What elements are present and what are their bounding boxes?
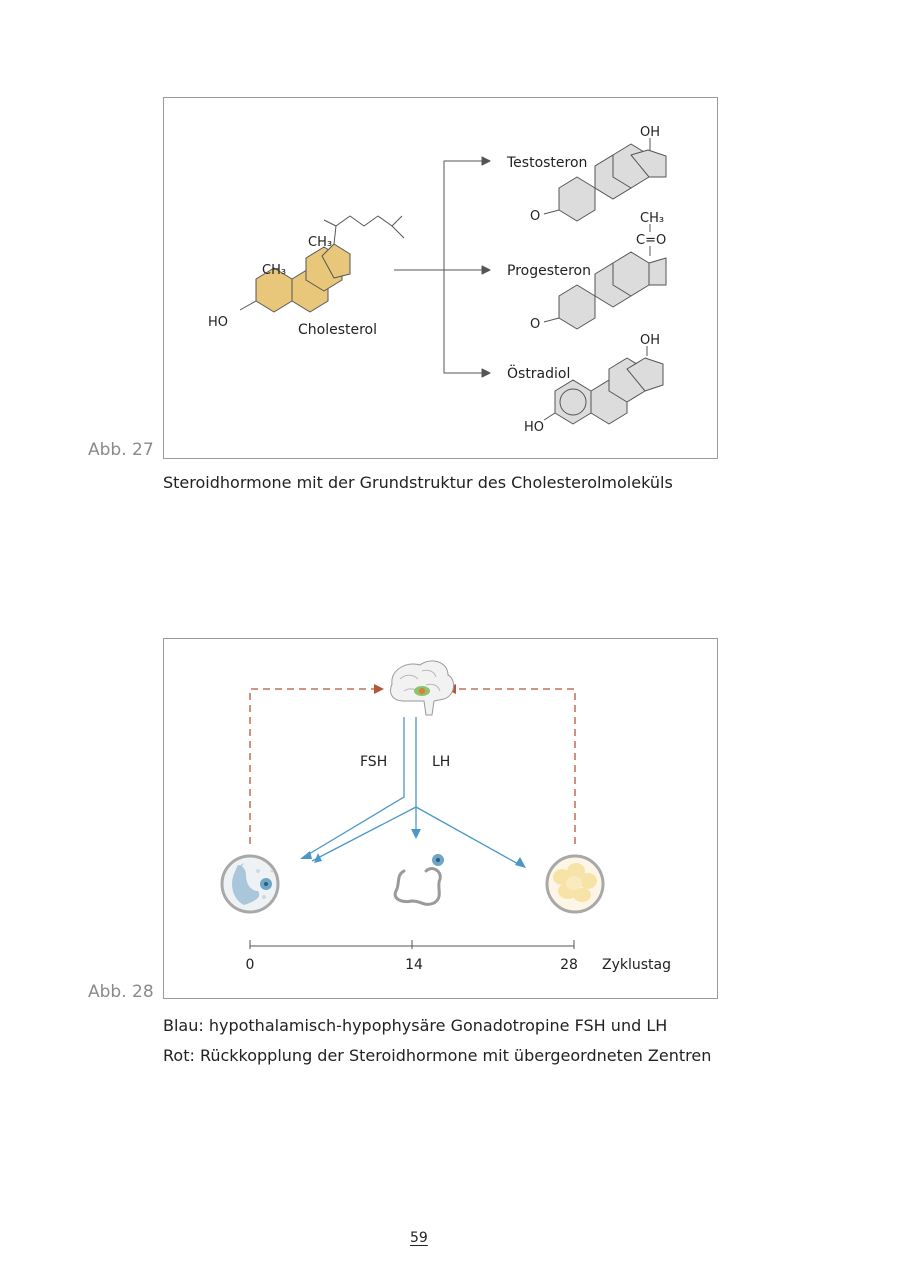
ovulation-icon	[395, 854, 444, 904]
lh-branch-right	[416, 807, 520, 865]
cholesterol-ch3-b: CH₃	[308, 235, 333, 250]
follicle-icon	[222, 856, 278, 912]
cholesterol-ch3-a: CH₃	[262, 263, 287, 278]
cycle-diagram	[164, 639, 717, 998]
progesteron-ch3: CH₃	[640, 211, 665, 226]
lh-branch-left	[312, 807, 416, 861]
steroid-diagram	[164, 98, 717, 458]
progesteron-label: Progesteron	[507, 263, 591, 279]
feedback-left-line	[250, 689, 376, 844]
testosteron-o: O	[530, 209, 541, 224]
page-number: 59	[410, 1230, 428, 1246]
progesteron-co: C=O	[636, 233, 667, 248]
cholesterol-label: Cholesterol	[298, 322, 378, 338]
testosteron-label: Testosteron	[507, 155, 588, 171]
figure-27-label: Abb. 27	[88, 440, 154, 460]
figure-28-caption-line2: Rot: Rückkopplung der Steroidhormone mit übergeordneten Zentren	[163, 1046, 712, 1065]
oestradiol-label: Östradiol	[507, 366, 571, 382]
tick-14: 14	[405, 957, 423, 973]
brain-icon	[391, 661, 454, 715]
fsh-label: FSH	[360, 754, 388, 770]
figure-27-caption: Steroidhormone mit der Grundstruktur des Cholesterolmoleküls	[163, 473, 673, 492]
axis-label: Zyklustag	[602, 957, 671, 973]
testosteron-oh: OH	[640, 125, 661, 140]
figure-28-caption-line1: Blau: hypothalamisch-hypophysäre Gonadotropine FSH und LH	[163, 1016, 668, 1035]
corpus-luteum-icon	[547, 856, 603, 912]
fsh-line	[304, 717, 404, 857]
tick-28: 28	[560, 957, 578, 973]
oestradiol-oh: OH	[640, 333, 661, 348]
lh-label: LH	[432, 754, 451, 770]
figure-27-box	[163, 97, 718, 459]
tick-0: 0	[245, 957, 255, 973]
feedback-right-line	[454, 689, 575, 844]
figure-28-label: Abb. 28	[88, 982, 154, 1002]
cholesterol-ho: HO	[208, 315, 229, 330]
figure-28-box	[163, 638, 718, 999]
progesteron-o: O	[530, 317, 541, 332]
cholesterol-molecule	[256, 244, 350, 312]
oestradiol-ho: HO	[524, 420, 545, 435]
